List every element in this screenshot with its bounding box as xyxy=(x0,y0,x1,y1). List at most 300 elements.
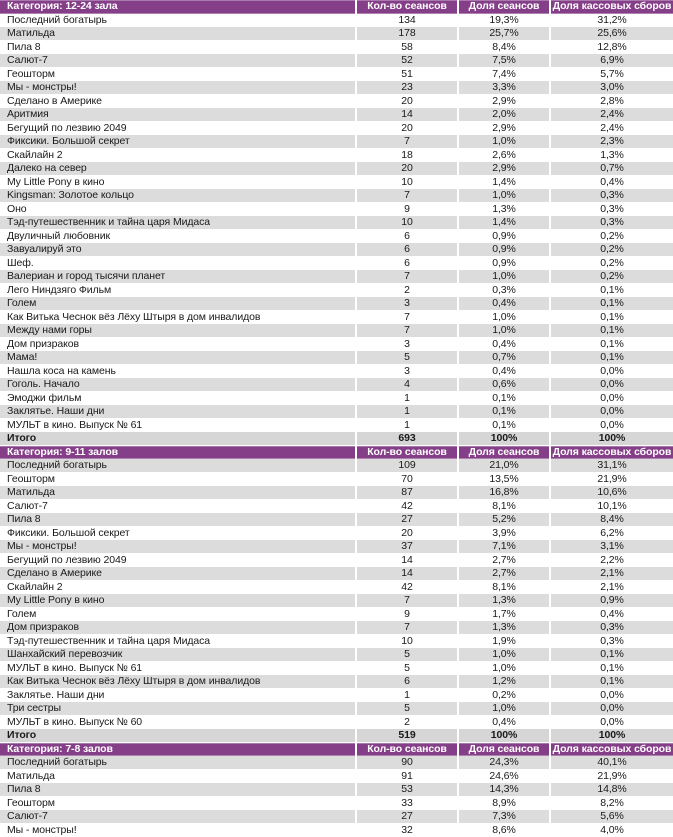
sessions-share-cell: 1,4% xyxy=(492,175,516,188)
col-header-session-share: Доля сеансов xyxy=(459,743,549,757)
sessions-share-cell: 2,6% xyxy=(492,148,516,161)
sessions-count-cell: 14 xyxy=(357,567,457,581)
table-row xyxy=(0,770,673,784)
table-row xyxy=(0,149,673,163)
sessions-share-cell: 1,0% xyxy=(459,270,549,284)
sessions-count-cell: 2 xyxy=(404,715,410,728)
movie-title-cell: Мы - монстры! xyxy=(0,540,355,554)
sessions-count-cell: 7 xyxy=(404,310,410,323)
movie-title-cell: My Little Pony в кино xyxy=(0,594,355,608)
movie-title-cell: Дом призраков xyxy=(0,621,355,635)
table-row xyxy=(0,203,673,217)
sessions-share-cell: 1,0% xyxy=(459,324,549,338)
sessions-share-cell: 0,3% xyxy=(492,283,516,296)
sessions-count-cell: 5 xyxy=(404,661,410,674)
sessions-count-cell: 7 xyxy=(357,324,457,338)
boxoffice-share-cell: 0,4% xyxy=(600,175,624,188)
table-row xyxy=(0,689,673,703)
sessions-share-cell: 16,8% xyxy=(459,486,549,500)
boxoffice-share-cell: 25,6% xyxy=(551,27,673,41)
movie-title-cell: Мы - монстры! xyxy=(7,823,77,836)
movie-title-cell: Аритмия xyxy=(0,108,355,122)
table-row xyxy=(0,581,673,595)
boxoffice-share-cell: 5,7% xyxy=(600,67,624,80)
boxoffice-share-cell: 0,0% xyxy=(600,364,624,377)
sessions-share-cell: 7,3% xyxy=(459,810,549,824)
movie-title-cell: Скайлайн 2 xyxy=(7,148,63,161)
table-row xyxy=(0,351,673,365)
sessions-count-cell: 6 xyxy=(357,675,457,689)
sessions-count-cell: 58 xyxy=(401,40,413,53)
table-row xyxy=(0,648,673,662)
movie-title-cell: Шеф. xyxy=(7,256,34,269)
sessions-share-cell: 7,4% xyxy=(492,67,516,80)
sessions-count-cell: 6 xyxy=(404,256,410,269)
movie-title-cell: МУЛЬТ в кино. Выпуск № 60 xyxy=(7,715,143,728)
sessions-count-cell: 7 xyxy=(357,189,457,203)
table-row xyxy=(0,324,673,338)
table-row xyxy=(0,473,673,487)
sessions-share-cell: 14,3% xyxy=(459,783,549,797)
table-row xyxy=(0,675,673,689)
total-row xyxy=(0,729,673,743)
boxoffice-share-cell: 0,1% xyxy=(551,324,673,338)
sessions-count-cell: 3 xyxy=(404,337,410,350)
boxoffice-share-cell: 8,4% xyxy=(551,513,673,527)
sessions-count-cell: 20 xyxy=(401,526,413,539)
boxoffice-share-cell: 0,0% xyxy=(600,715,624,728)
movie-title-cell: Последний богатырь xyxy=(0,459,355,473)
section-header-row xyxy=(0,446,673,460)
boxoffice-share-cell: 0,1% xyxy=(600,661,624,674)
sessions-share-cell: 2,7% xyxy=(492,553,516,566)
boxoffice-share-cell: 0,0% xyxy=(600,391,624,404)
boxoffice-share-cell: 0,2% xyxy=(551,270,673,284)
boxoffice-share-cell: 0,2% xyxy=(551,243,673,257)
table-row xyxy=(0,108,673,122)
boxoffice-share-cell: 0,3% xyxy=(600,634,624,647)
boxoffice-share-cell: 14,8% xyxy=(551,783,673,797)
sessions-count-cell: 14 xyxy=(401,553,413,566)
movie-title-cell: Мы - монстры! xyxy=(0,81,355,95)
sessions-count-cell: 6 xyxy=(404,229,410,242)
movie-title-cell: Последний богатырь xyxy=(7,13,107,26)
boxoffice-share-cell: 3,0% xyxy=(551,81,673,95)
sessions-share-cell: 24,3% xyxy=(459,756,549,770)
boxoffice-share-cell: 0,0% xyxy=(551,405,673,419)
movie-title-cell: Пила 8 xyxy=(0,513,355,527)
section-header-row xyxy=(0,743,673,757)
sessions-count-cell: 3 xyxy=(357,297,457,311)
total-sessions-share-cell: 100% xyxy=(459,432,549,446)
boxoffice-share-cell: 2,1% xyxy=(600,580,624,593)
sessions-share-cell: 1,3% xyxy=(492,202,516,215)
sessions-share-cell: 2,0% xyxy=(459,108,549,122)
movie-title-cell: Лего Ниндзяго Фильм xyxy=(7,283,112,296)
total-label: Итого xyxy=(0,432,355,446)
sessions-share-cell: 2,9% xyxy=(492,94,516,107)
table-row xyxy=(0,270,673,284)
sessions-share-cell: 1,3% xyxy=(459,594,549,608)
table-row xyxy=(0,608,673,622)
boxoffice-share-cell: 2,8% xyxy=(600,94,624,107)
sessions-share-cell: 1,2% xyxy=(459,675,549,689)
col-header-sessions: Кол-во сеансов xyxy=(357,743,457,757)
movie-title-cell: Геошторм xyxy=(7,472,55,485)
boxoffice-share-cell: 10,6% xyxy=(551,486,673,500)
boxoffice-share-cell: 6,2% xyxy=(600,526,624,539)
boxoffice-share-cell: 31,2% xyxy=(597,13,627,26)
sessions-share-cell: 0,4% xyxy=(459,297,549,311)
table-row xyxy=(0,297,673,311)
movie-title-cell: Эмоджи фильм xyxy=(7,391,82,404)
boxoffice-share-cell: 3,1% xyxy=(551,540,673,554)
sessions-count-cell: 33 xyxy=(401,796,413,809)
boxoffice-share-cell: 2,4% xyxy=(551,108,673,122)
table-row xyxy=(0,459,673,473)
boxoffice-share-cell: 21,9% xyxy=(597,769,627,782)
total-row xyxy=(0,432,673,446)
col-header-boxoffice-share: Доля кассовых сборов xyxy=(552,0,672,12)
sessions-count-cell: 90 xyxy=(357,756,457,770)
sessions-count-cell: 18 xyxy=(401,148,413,161)
sessions-count-cell: 1 xyxy=(404,418,410,431)
col-header-session-share: Доля сеансов xyxy=(459,0,549,14)
table-row xyxy=(0,824,673,837)
sessions-share-cell: 1,4% xyxy=(459,216,549,230)
sessions-share-cell: 1,3% xyxy=(459,621,549,635)
sessions-share-cell: 2,9% xyxy=(492,121,516,134)
col-header-session-share: Доля сеансов xyxy=(459,446,549,460)
sessions-share-cell: 0,4% xyxy=(492,364,516,377)
sessions-count-cell: 6 xyxy=(357,243,457,257)
sessions-count-cell: 52 xyxy=(357,54,457,68)
table-row xyxy=(0,513,673,527)
sessions-count-cell: 9 xyxy=(404,202,410,215)
movie-title-cell: Как Витька Чеснок вёз Лёху Штыря в дом инвалидов xyxy=(0,675,355,689)
category-label: Категория: 9-11 залов xyxy=(0,446,355,460)
sessions-share-cell: 2,7% xyxy=(459,567,549,581)
col-header-sessions: Кол-во сеансов xyxy=(357,0,457,14)
sessions-count-cell: 27 xyxy=(357,513,457,527)
table-row xyxy=(0,756,673,770)
boxoffice-share-cell: 10,1% xyxy=(597,499,627,512)
sessions-share-cell: 1,0% xyxy=(492,661,516,674)
table-row xyxy=(0,500,673,514)
movie-title-cell: Салют-7 xyxy=(7,499,48,512)
table-row xyxy=(0,486,673,500)
movie-title-cell: МУЛЬТ в кино. Выпуск № 61 xyxy=(7,418,143,431)
sessions-count-cell: 1 xyxy=(404,688,410,701)
category-label: Категория: 12-24 зала xyxy=(0,0,355,14)
sessions-share-cell: 0,7% xyxy=(459,351,549,365)
table-row xyxy=(0,54,673,68)
boxoffice-share-cell: 0,3% xyxy=(551,216,673,230)
movie-title-cell: Фиксики. Большой секрет xyxy=(7,526,130,539)
movie-title-cell: Двуличный любовник xyxy=(7,229,110,242)
movie-title-cell: Нашла коса на камень xyxy=(7,364,116,377)
sessions-share-cell: 1,7% xyxy=(492,607,516,620)
boxoffice-share-cell: 6,9% xyxy=(551,54,673,68)
movie-title-cell: Kingsman: Золотое кольцо xyxy=(0,189,355,203)
movie-title-cell: МУЛЬТ в кино. Выпуск № 61 xyxy=(7,661,143,674)
sessions-share-cell: 0,1% xyxy=(459,405,549,419)
movie-title-cell: Голем xyxy=(0,297,355,311)
sessions-share-cell: 7,5% xyxy=(459,54,549,68)
movie-title-cell: Пила 8 xyxy=(0,783,355,797)
sessions-count-cell: 14 xyxy=(357,108,457,122)
table-row xyxy=(0,810,673,824)
sessions-count-cell: 42 xyxy=(401,580,413,593)
movie-title-cell: Последний богатырь xyxy=(0,756,355,770)
sessions-count-cell: 1 xyxy=(357,405,457,419)
movie-title-cell: Матильда xyxy=(0,27,355,41)
movie-title-cell: Оно xyxy=(7,202,27,215)
movie-title-cell: Геошторм xyxy=(7,796,55,809)
table-row xyxy=(0,27,673,41)
table-row xyxy=(0,554,673,568)
sessions-share-cell: 1,0% xyxy=(459,648,549,662)
movie-title-cell: Заклятье. Наши дни xyxy=(0,405,355,419)
sessions-share-cell: 5,2% xyxy=(459,513,549,527)
sessions-share-cell: 8,9% xyxy=(492,796,516,809)
table-row xyxy=(0,162,673,176)
boxoffice-share-cell: 0,1% xyxy=(551,297,673,311)
sessions-count-cell: 134 xyxy=(398,13,416,26)
movie-title-cell: Салют-7 xyxy=(0,810,355,824)
sessions-count-cell: 37 xyxy=(357,540,457,554)
sessions-share-cell: 8,1% xyxy=(492,499,516,512)
boxoffice-share-cell: 0,3% xyxy=(600,202,624,215)
movie-title-cell: Геошторм xyxy=(7,67,55,80)
total-sessions-share-cell: 100% xyxy=(459,729,549,743)
sessions-share-cell: 8,4% xyxy=(492,40,516,53)
sessions-count-cell: 5 xyxy=(357,648,457,662)
boxoffice-share-cell: 40,1% xyxy=(551,756,673,770)
boxoffice-share-cell: 2,1% xyxy=(551,567,673,581)
table-row xyxy=(0,95,673,109)
sessions-share-cell: 19,3% xyxy=(489,13,519,26)
boxoffice-share-cell: 0,0% xyxy=(600,418,624,431)
table-row xyxy=(0,797,673,811)
table-row xyxy=(0,540,673,554)
movie-title-cell: Скайлайн 2 xyxy=(7,580,63,593)
table-row xyxy=(0,392,673,406)
movie-title-cell: Матильда xyxy=(7,769,55,782)
movie-title-cell: Завуалируй это xyxy=(0,243,355,257)
boxoffice-share-cell: 1,3% xyxy=(600,148,624,161)
sessions-count-cell: 10 xyxy=(401,175,413,188)
table-row xyxy=(0,405,673,419)
boxoffice-share-cell: 0,1% xyxy=(600,283,624,296)
boxoffice-share-cell: 0,7% xyxy=(551,162,673,176)
total-label: Итого xyxy=(0,729,355,743)
sessions-share-cell: 8,1% xyxy=(492,580,516,593)
table-row xyxy=(0,378,673,392)
sessions-count-cell: 2 xyxy=(404,283,410,296)
movie-title-cell: Гоголь. Начало xyxy=(0,378,355,392)
movie-title-cell: Далеко на север xyxy=(0,162,355,176)
movie-title-cell: Бегущий по лезвию 2049 xyxy=(7,553,127,566)
boxoffice-share-cell: 2,2% xyxy=(600,553,624,566)
sessions-share-cell: 0,9% xyxy=(492,229,516,242)
table-row xyxy=(0,365,673,379)
movie-title-cell: Тэд-путешественник и тайна царя Мидаса xyxy=(7,634,211,647)
table-row xyxy=(0,567,673,581)
movie-title-cell: Салют-7 xyxy=(0,54,355,68)
sessions-share-cell: 0,2% xyxy=(492,688,516,701)
boxoffice-share-cell: 0,3% xyxy=(551,621,673,635)
table-row xyxy=(0,702,673,716)
movie-title-cell: Между нами горы xyxy=(0,324,355,338)
section-header-row xyxy=(0,0,673,14)
table-row xyxy=(0,594,673,608)
sessions-count-cell: 9 xyxy=(404,607,410,620)
sessions-count-cell: 27 xyxy=(357,810,457,824)
sessions-share-cell: 0,1% xyxy=(492,391,516,404)
sessions-count-cell: 3 xyxy=(404,364,410,377)
sessions-count-cell: 23 xyxy=(357,81,457,95)
total-sessions-cell: 693 xyxy=(357,432,457,446)
table-row xyxy=(0,716,673,730)
sessions-count-cell: 70 xyxy=(401,472,413,485)
sessions-count-cell: 178 xyxy=(357,27,457,41)
sessions-share-cell: 25,7% xyxy=(459,27,549,41)
sessions-count-cell: 7 xyxy=(357,135,457,149)
sessions-count-cell: 5 xyxy=(357,351,457,365)
sessions-count-cell: 20 xyxy=(401,94,413,107)
table-row xyxy=(0,635,673,649)
table-row xyxy=(0,662,673,676)
boxoffice-share-cell: 0,9% xyxy=(551,594,673,608)
sessions-share-cell: 3,9% xyxy=(492,526,516,539)
boxoffice-share-cell: 0,0% xyxy=(600,688,624,701)
sessions-count-cell: 7 xyxy=(357,270,457,284)
table-row xyxy=(0,419,673,433)
table-row xyxy=(0,122,673,136)
sessions-share-cell: 0,6% xyxy=(459,378,549,392)
table-row xyxy=(0,527,673,541)
table-row xyxy=(0,783,673,797)
sessions-share-cell: 13,5% xyxy=(489,472,519,485)
total-boxoffice-share-cell: 100% xyxy=(551,432,673,446)
sessions-count-cell: 51 xyxy=(401,67,413,80)
sessions-count-cell: 32 xyxy=(401,823,413,836)
boxoffice-share-cell: 31,1% xyxy=(551,459,673,473)
movie-title-cell: Голем xyxy=(7,607,37,620)
table-row xyxy=(0,68,673,82)
sessions-count-cell: 91 xyxy=(401,769,413,782)
table-row xyxy=(0,338,673,352)
movie-title-cell: My Little Pony в кино xyxy=(7,175,105,188)
sessions-share-cell: 0,4% xyxy=(492,337,516,350)
category-label: Категория: 7-8 залов xyxy=(0,743,355,757)
boxoffice-share-cell: 0,0% xyxy=(551,378,673,392)
table-row xyxy=(0,311,673,325)
sessions-count-cell: 7 xyxy=(357,594,457,608)
sessions-share-cell: 0,1% xyxy=(492,418,516,431)
movie-title-cell: Мама! xyxy=(0,351,355,365)
boxoffice-share-cell: 21,9% xyxy=(597,472,627,485)
sessions-count-cell: 1 xyxy=(404,391,410,404)
sessions-share-cell: 1,0% xyxy=(459,702,549,716)
boxoffice-share-cell: 0,2% xyxy=(600,256,624,269)
boxoffice-share-cell: 0,1% xyxy=(551,351,673,365)
table-row xyxy=(0,216,673,230)
movie-title-cell: Тэд-путешественник и тайна царя Мидаса xyxy=(0,216,355,230)
boxoffice-share-cell: 4,0% xyxy=(600,823,624,836)
table-row xyxy=(0,257,673,271)
total-sessions-cell: 519 xyxy=(357,729,457,743)
movie-title-cell: Сделано в Америке xyxy=(7,94,102,107)
sessions-share-cell: 1,0% xyxy=(459,135,549,149)
movie-title-cell: Сделано в Америке xyxy=(0,567,355,581)
boxoffice-share-cell: 0,4% xyxy=(600,607,624,620)
movie-title-cell: Как Витька Чеснок вёз Лёху Штыря в дом инвалидов xyxy=(7,310,261,323)
sessions-share-cell: 8,6% xyxy=(492,823,516,836)
boxoffice-share-cell: 0,2% xyxy=(600,229,624,242)
boxoffice-share-cell: 12,8% xyxy=(597,40,627,53)
table-row xyxy=(0,230,673,244)
sessions-share-cell: 2,9% xyxy=(459,162,549,176)
sessions-share-cell: 7,1% xyxy=(459,540,549,554)
boxoffice-share-cell: 8,2% xyxy=(600,796,624,809)
sessions-share-cell: 24,6% xyxy=(489,769,519,782)
sessions-share-cell: 0,9% xyxy=(492,256,516,269)
sessions-count-cell: 20 xyxy=(401,121,413,134)
boxoffice-share-cell: 0,3% xyxy=(551,189,673,203)
boxoffice-share-cell: 5,6% xyxy=(551,810,673,824)
sessions-share-cell: 0,9% xyxy=(459,243,549,257)
movie-title-cell: Шанхайский перевозчик xyxy=(0,648,355,662)
boxoffice-share-cell: 0,1% xyxy=(600,310,624,323)
table-row xyxy=(0,176,673,190)
movie-title-cell: Валериан и город тысячи планет xyxy=(0,270,355,284)
sessions-count-cell: 20 xyxy=(357,162,457,176)
boxoffice-share-cell: 2,3% xyxy=(551,135,673,149)
movie-title-cell: Бегущий по лезвию 2049 xyxy=(7,121,127,134)
table-row xyxy=(0,621,673,635)
col-header-sessions: Кол-во сеансов xyxy=(357,446,457,460)
boxoffice-share-cell: 0,1% xyxy=(551,675,673,689)
movie-title-cell: Заклятье. Наши дни xyxy=(7,688,105,701)
table-row xyxy=(0,135,673,149)
boxoffice-share-cell: 0,0% xyxy=(551,702,673,716)
sessions-count-cell: 10 xyxy=(357,216,457,230)
sessions-share-cell: 1,0% xyxy=(492,310,516,323)
sessions-count-cell: 10 xyxy=(401,634,413,647)
table-row xyxy=(0,243,673,257)
sessions-share-cell: 1,0% xyxy=(459,189,549,203)
col-header-boxoffice-share: Доля кассовых сборов xyxy=(552,445,672,458)
boxoffice-share-cell: 2,4% xyxy=(600,121,624,134)
sessions-share-cell: 1,9% xyxy=(492,634,516,647)
movie-title-cell: Матильда xyxy=(0,486,355,500)
total-boxoffice-share-cell: 100% xyxy=(551,729,673,743)
sessions-share-cell: 0,4% xyxy=(492,715,516,728)
table-row xyxy=(0,41,673,55)
table-row xyxy=(0,189,673,203)
table-row xyxy=(0,284,673,298)
sessions-count-cell: 7 xyxy=(357,621,457,635)
sessions-share-cell: 21,0% xyxy=(459,459,549,473)
boxoffice-share-cell: 0,1% xyxy=(600,337,624,350)
table-row xyxy=(0,14,673,28)
sessions-share-cell: 3,3% xyxy=(459,81,549,95)
sessions-count-cell: 109 xyxy=(357,459,457,473)
sessions-count-cell: 42 xyxy=(401,499,413,512)
movie-title-cell: Пила 8 xyxy=(7,40,41,53)
